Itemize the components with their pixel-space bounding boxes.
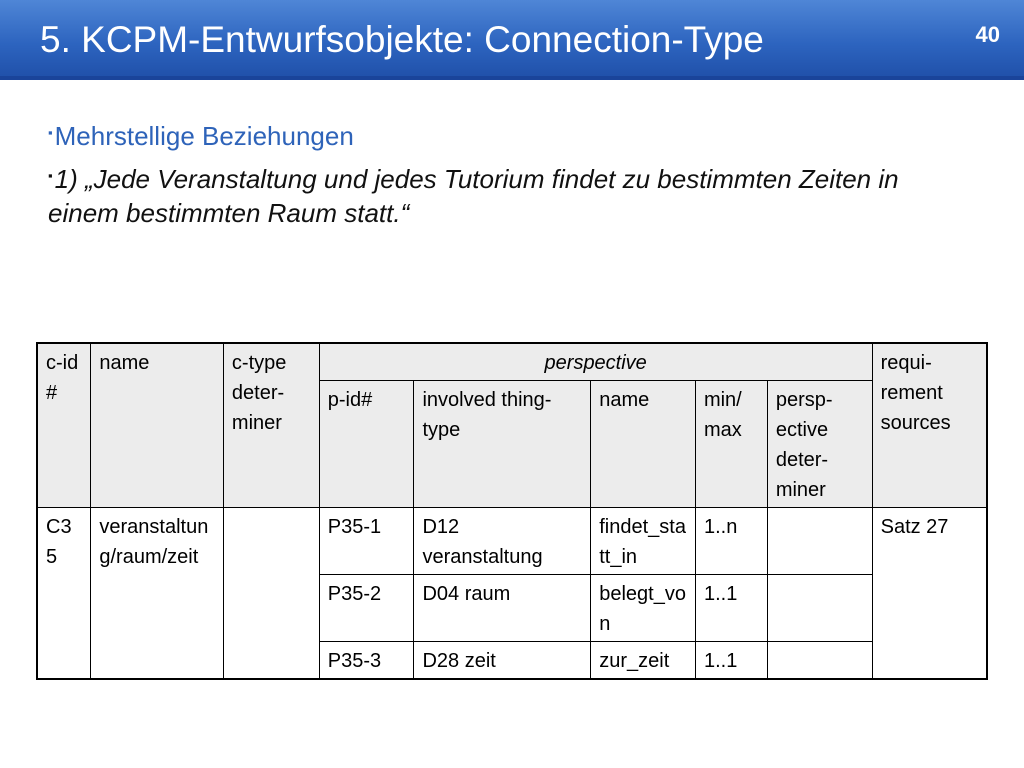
cell-pid: P35-2 [319,575,414,642]
header-cell-minmax: min/ max [695,381,767,508]
bullet-item [48,159,948,230]
cell-minmax: 1..1 [695,642,767,680]
cell-perspective-determiner [767,642,872,680]
cell-perspective-determiner [767,508,872,575]
cell-requirement-sources: Satz 27 [872,508,987,680]
header-cell-perspective-name: name [591,381,696,508]
header-cell-perspective-determiner: persp-ective deter-miner [767,381,872,508]
cell-perspective-name: zur_zeit [591,642,696,680]
cell-perspective-name: findet_statt_in [591,508,696,575]
cell-ctype-determiner [223,508,319,680]
header-cell-name: name [91,343,224,508]
title-bar [0,0,1024,80]
cell-name: veranstaltung/raum/zeit [91,508,224,680]
cell-involved-thing-type: D12 veranstaltung [414,508,591,575]
header-cell-requirement-sources: requi-rement sources [872,343,987,508]
header-cell-perspective: perspective [319,343,872,381]
cell-cid: C35 [37,508,91,680]
cell-perspective-name: belegt_von [591,575,696,642]
header-cell-cid: c-id # [37,343,91,508]
bullet-text: Mehrstellige Beziehungen [54,121,354,151]
page-number: 40 [975,22,1000,47]
connection-type-table [36,342,988,680]
cell-pid: P35-3 [319,642,414,680]
cell-pid: P35-1 [319,508,414,575]
bullet-item [48,116,948,153]
table-row [37,508,987,575]
cell-involved-thing-type: D04 raum [414,575,591,642]
cell-perspective-determiner [767,575,872,642]
cell-minmax: 1..1 [695,575,767,642]
table-header-row [37,343,987,381]
cell-involved-thing-type: D28 zeit [414,642,591,680]
title-divider [0,76,1024,80]
header-cell-involved-thing-type: involved thing-type [414,381,591,508]
cell-minmax: 1..n [695,508,767,575]
bullet-square-icon: ▪ [48,125,53,140]
bullet-list [48,116,948,236]
bullet-square-icon: ▪ [48,168,53,183]
bullet-text: 1) „Jede Veranstaltung und jedes Tutorium findet zu bestimmten Zeiten in einem bestimmten Raum statt.“ [48,164,899,228]
header-cell-ctype-determiner: c-type deter-miner [223,343,319,508]
header-cell-pid: p-id# [319,381,414,508]
slide-title: 5. KCPM-Entwurfsobjekte: Connection-Type [40,19,764,60]
